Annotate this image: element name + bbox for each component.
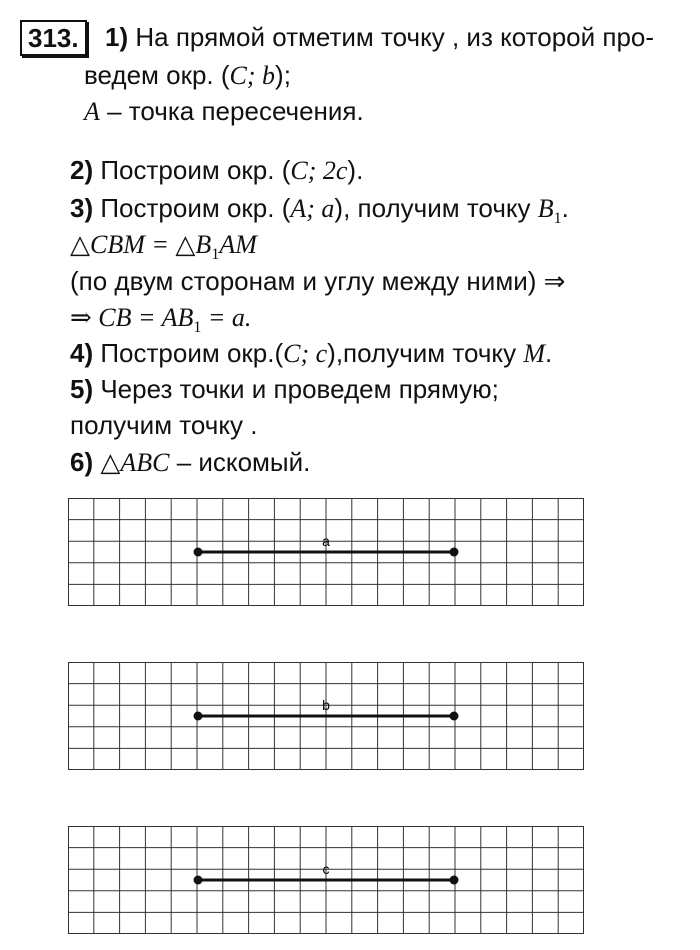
- line-2-math: C; b: [229, 61, 276, 90]
- line-6-math-b: AM: [219, 230, 257, 259]
- line-12-math: △ABC: [100, 448, 170, 477]
- line-6-math-a: △CBM = △B: [70, 230, 212, 259]
- line-9-text-b: ),получим точку: [327, 338, 524, 368]
- line-5-text-b: ), получим точку: [334, 193, 538, 223]
- line-9-end: .: [544, 338, 553, 368]
- grid-a-svg: [68, 498, 584, 606]
- line-10-text: Через точки и проведем прямую;: [93, 374, 499, 404]
- line-4: [70, 155, 363, 186]
- step-4-number: 4): [70, 338, 94, 368]
- grid-c: [68, 826, 584, 939]
- line-5-sub: 1: [553, 210, 562, 228]
- line-1: [105, 22, 654, 53]
- segment-b-start-point: [194, 712, 203, 721]
- line-2: [84, 60, 291, 91]
- problem-number: 313.: [20, 20, 87, 56]
- grid-a: [68, 498, 584, 611]
- line-9: [70, 338, 552, 369]
- segment-c-start-point: [194, 876, 203, 885]
- line-7: [70, 266, 565, 297]
- line-5-point: B: [537, 194, 554, 223]
- line-3-text: – точка пересечения.: [99, 96, 364, 126]
- grid-b: [68, 662, 584, 775]
- step-2-number: 2): [70, 155, 94, 185]
- line-8: [70, 302, 251, 337]
- segment-a-start-point: [194, 548, 203, 557]
- line-12: [70, 447, 310, 478]
- segment-b-end-point: [450, 712, 459, 721]
- grid-b-svg: [68, 662, 584, 770]
- step-6-number: 6): [70, 447, 94, 477]
- line-4-text-a: Построим окр. (: [93, 155, 291, 185]
- segment-a-end-point: [450, 548, 459, 557]
- line-12-text: – искомый.: [169, 447, 311, 477]
- segment-c-end-point: [450, 876, 459, 885]
- line-9-math: C; c: [283, 339, 328, 368]
- line-8-sub: 1: [193, 319, 202, 337]
- step-5-number: 5): [70, 374, 94, 404]
- segment-c-label: c: [322, 861, 330, 877]
- line-6-sub: 1: [211, 246, 220, 264]
- line-5-text-a: Построим окр. (: [93, 193, 291, 223]
- line-11-text: получим точку .: [70, 410, 258, 440]
- line-4-math: C; 2c: [290, 156, 348, 185]
- line-6: [70, 229, 257, 264]
- line-8-math-b: = a.: [201, 303, 252, 332]
- line-9-point: M: [523, 339, 545, 368]
- line-5-end: .: [561, 193, 569, 223]
- line-1-text: На прямой отметим точку , из которой про-: [135, 22, 655, 52]
- line-3: [84, 96, 364, 127]
- line-3-math: A: [84, 97, 100, 126]
- line-9-text-a: Построим окр.(: [93, 338, 284, 368]
- line-5-math: A; a: [290, 194, 335, 223]
- segment-b-label: b: [322, 697, 330, 713]
- line-2-text-b: );: [275, 60, 291, 90]
- step-1-number: 1): [105, 22, 129, 52]
- line-2-text-a: ведем окр. (: [84, 60, 230, 90]
- line-10: [70, 374, 499, 405]
- segment-a-label: a: [322, 533, 330, 549]
- line-7-text: (по двум сторонам и углу между ними) ⇒: [70, 266, 566, 296]
- step-3-number: 3): [70, 193, 94, 223]
- line-8-math-a: ⇒ CB = AB: [70, 303, 194, 332]
- line-4-text-b: ).: [347, 155, 364, 185]
- line-5: [70, 193, 569, 228]
- line-11: [70, 410, 257, 441]
- grid-c-svg: [68, 826, 584, 934]
